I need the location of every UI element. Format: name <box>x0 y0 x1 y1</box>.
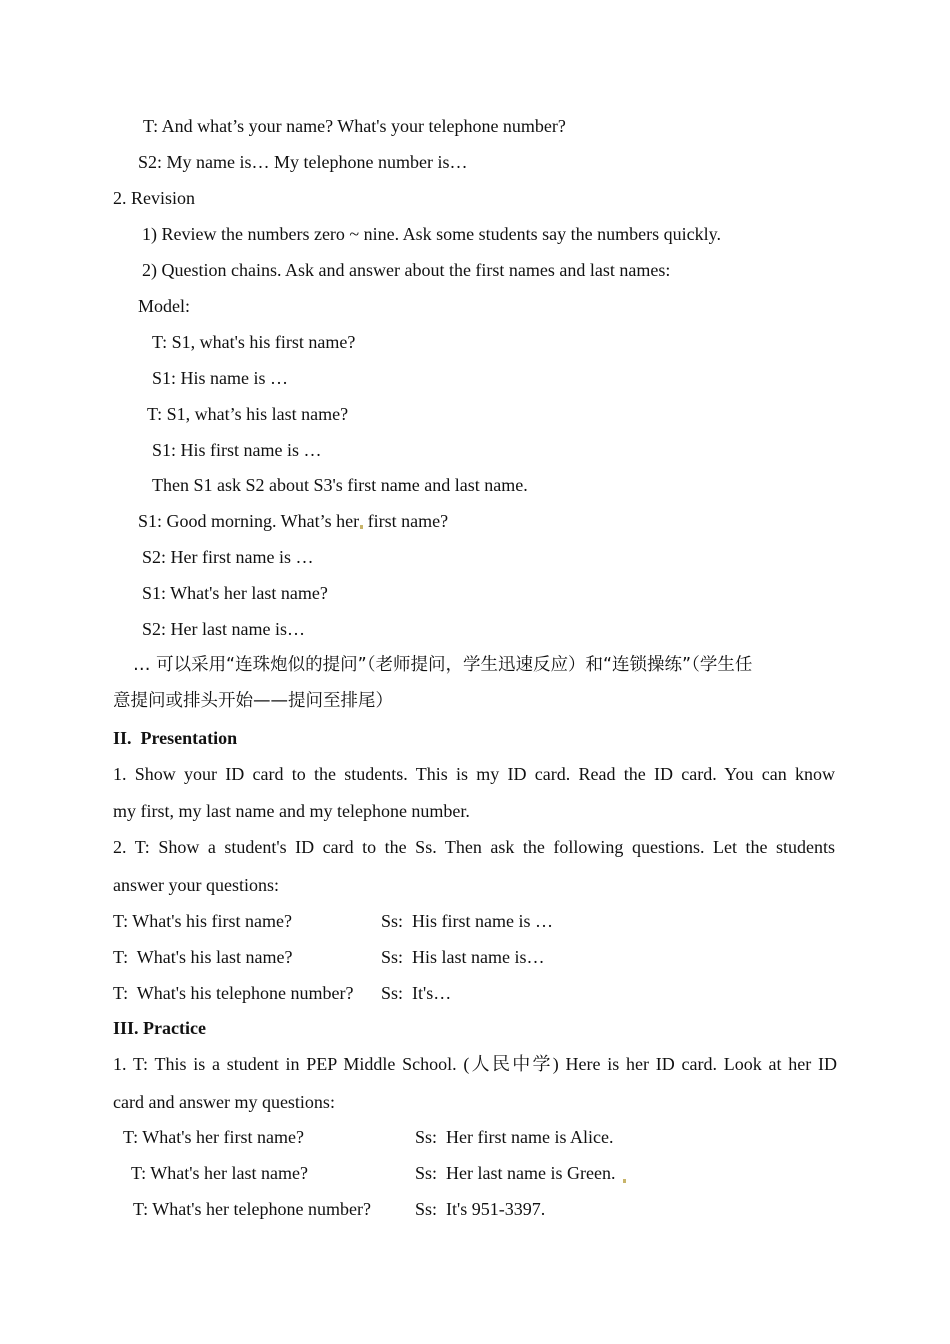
section-heading: III. Practice <box>113 1018 206 1038</box>
dialog-line <box>138 509 448 533</box>
dialog-line: S2: Her first name is … <box>142 547 314 567</box>
paragraph: 1. Show your ID card to the students. This is my ID card. Read the ID card. You can know <box>113 764 835 784</box>
dialog-text: first name? <box>363 511 449 531</box>
dialog-answer <box>415 1161 626 1185</box>
dialog-question: T: What's his telephone number? <box>113 983 354 1003</box>
dialog-answer: Ss: It's 951-3397. <box>415 1199 546 1219</box>
dialog-line: S1: His name is … <box>152 368 289 388</box>
dialog-answer: Ss: It's… <box>381 983 452 1003</box>
dialog-answer: Ss: His first name is … <box>381 911 554 931</box>
paragraph: my first, my last name and my telephone number. <box>113 801 470 821</box>
chinese-note: 意提问或排头开始——提问至排尾） <box>113 691 393 711</box>
dialog-line: T: And what’s your name? What's your telephone number? <box>143 116 566 136</box>
paragraph-text: 1. T: This is a student in PEP Middle School. (人民中学) Here is her ID card. Look at her ID <box>113 1054 837 1074</box>
paragraph <box>113 1052 837 1076</box>
paragraph: 2. T: Show a student's ID card to the Ss. Then ask the following questions. Let the students <box>113 837 835 857</box>
section-heading: 2. Revision <box>113 188 196 208</box>
section-heading: II. Presentation <box>113 728 238 748</box>
dialog-line: S2: Her last name is… <box>142 619 305 639</box>
label: Model: <box>138 296 190 316</box>
dialog-answer: Ss: His last name is… <box>381 947 545 967</box>
paragraph: Then S1 ask S2 about S3's first name and last name. <box>152 475 528 495</box>
dialog-text: S1: Good morning. What’s her <box>138 511 360 531</box>
paragraph: answer your questions: <box>113 875 279 895</box>
dialog-question: T: What's her telephone number? <box>133 1199 371 1219</box>
paragraph: 2) Question chains. Ask and answer about the first names and last names: <box>142 260 671 280</box>
dialog-line: S2: My name is… My telephone number is… <box>138 152 468 172</box>
dialog-line: T: S1, what’s his last name? <box>147 404 349 424</box>
paragraph: card and answer my questions: <box>113 1092 335 1112</box>
dialog-answer: Ss: Her first name is Alice. <box>415 1127 614 1147</box>
chinese-note: … 可以采用“连珠炮似的提问”（老师提问，学生迅速反应）和“连锁操练”（学生任 <box>133 655 753 675</box>
dialog-line: S1: What's her last name? <box>142 583 328 603</box>
dialog-question: T: What's his first name? <box>113 911 292 931</box>
dialog-question: T: What's her first name? <box>123 1127 304 1147</box>
dialog-question: T: What's her last name? <box>131 1163 308 1183</box>
edit-mark <box>623 1179 626 1183</box>
dialog-line: T: S1, what's his first name? <box>152 332 356 352</box>
dialog-question: T: What's his last name? <box>113 947 293 967</box>
paragraph: 1) Review the numbers zero ~ nine. Ask some students say the numbers quickly. <box>142 224 721 244</box>
dialog-line: S1: His first name is … <box>152 440 322 460</box>
dialog-answer-text: Ss: Her last name is Green. <box>415 1163 616 1183</box>
